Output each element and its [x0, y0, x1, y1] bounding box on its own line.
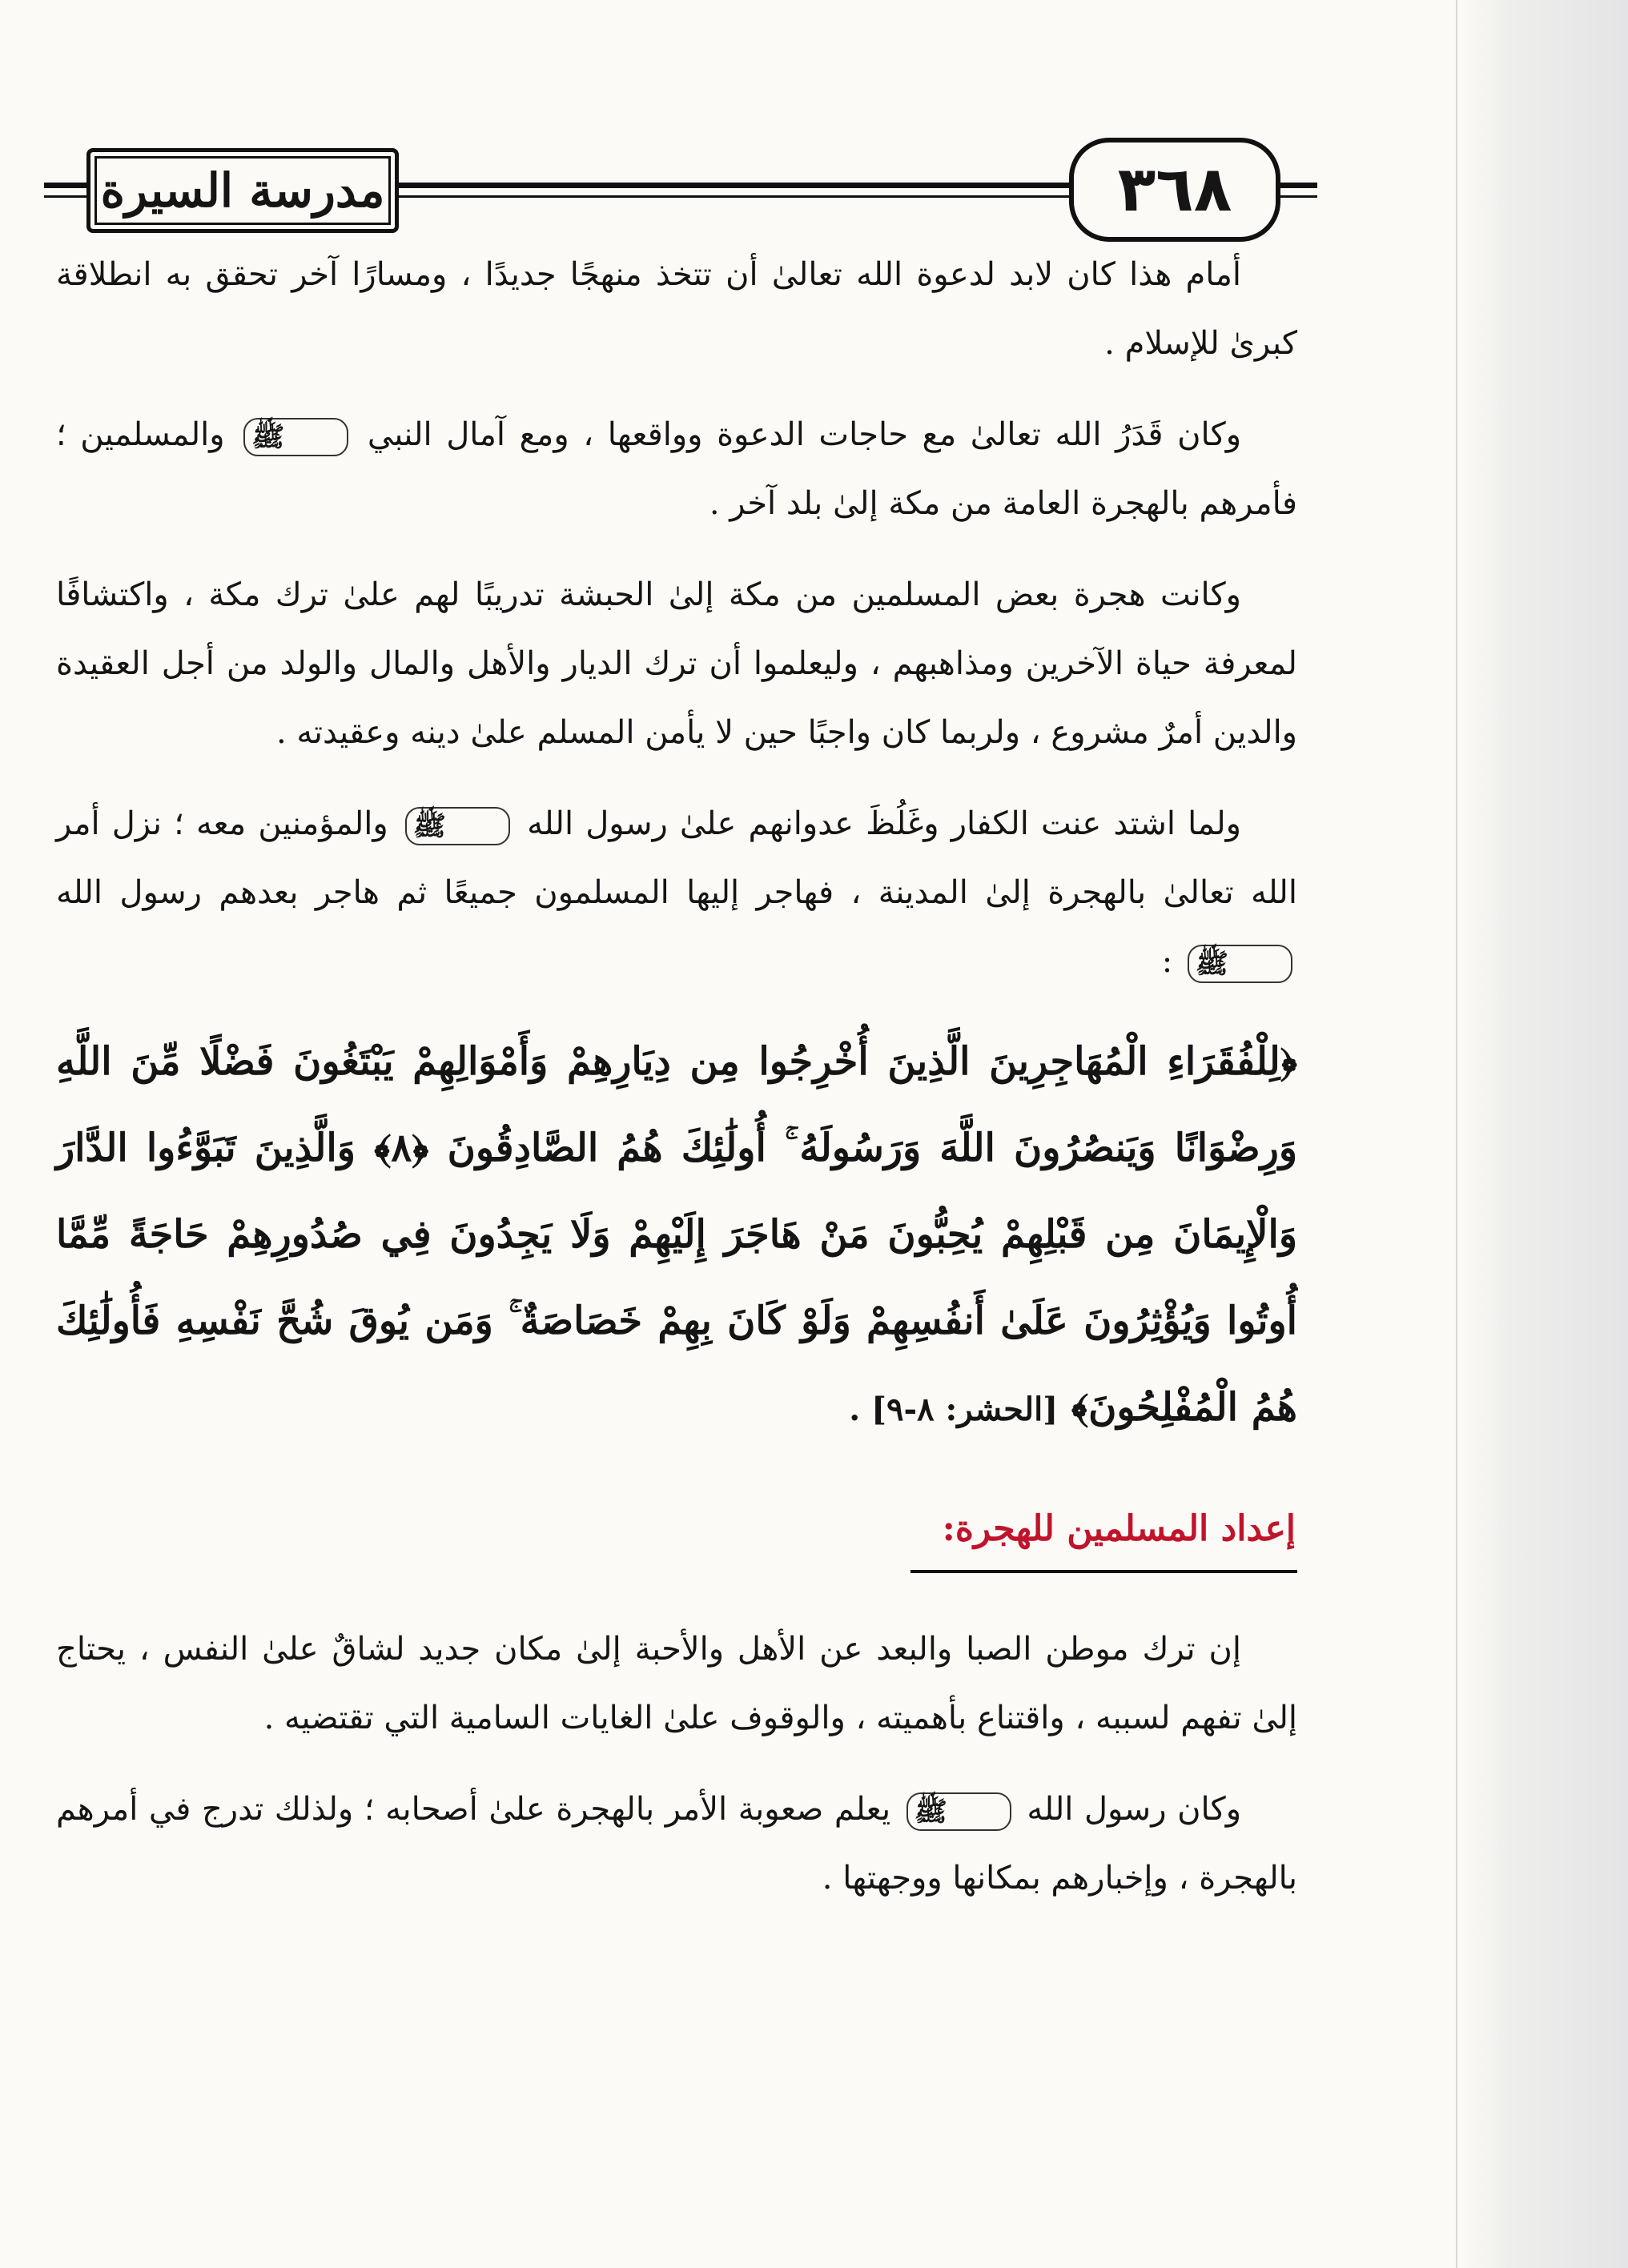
- paragraph-text: والمسلمين ؛ فأمرهم بالهجرة العامة من مكة إلىٰ بلد آخر .: [56, 416, 1297, 522]
- book-title: مدرسة السيرة: [100, 163, 385, 218]
- paragraph-3: [56, 560, 1297, 767]
- paragraph-6: [56, 1775, 1297, 1913]
- salawat-symbol: ﷺ: [243, 418, 348, 456]
- paragraph-1: [56, 240, 1297, 378]
- paragraph-text: يعلم صعوبة الأمر بالهجرة علىٰ أصحابه ؛ ولذلك تدرج في أمرهم بالهجرة ، وإخبارهم بمكانها ووجهتها .: [56, 1791, 1297, 1897]
- book-title-frame: [86, 148, 399, 233]
- paragraph-text: وكانت هجرة بعض المسلمين من مكة إلىٰ الحبشة تدريبًا لهم علىٰ ترك مكة ، واكتشافًا لمعرفة حياة الآخرين ومذاهبهم ، وليعلموا أن ترك الديار والأهل والمال والولد من أجل العقيدة والدين أمرٌ مشروع ، ولربما كان واجبًا حين لا يأمن المسلم علىٰ دينه وعقيدته .: [56, 576, 1297, 751]
- paragraph-text: والمؤمنين معه ؛ نزل أمر الله تعالىٰ بالهجرة إلىٰ المدينة ، فهاجر إليها المسلمون جميعًا ثم هاجر بعدهم رسول الله: [56, 805, 1297, 911]
- verse-reference: [الحشر: ٨-٩] .: [849, 1391, 1059, 1428]
- paragraph-text: إن ترك موطن الصبا والبعد عن الأهل والأحبة إلىٰ مكان جديد لشاقٌ علىٰ النفس ، يحتاج إلىٰ تفهم لسببه ، واقتناع بأهميته ، والوقوف علىٰ الغايات السامية التي تقتضيه .: [56, 1631, 1297, 1736]
- page-number: ٣٦٨: [1117, 154, 1232, 226]
- paragraph-5: [56, 1615, 1297, 1752]
- page-body: [56, 240, 1297, 1935]
- paragraph-text: أمام هذا كان لابد لدعوة الله تعالىٰ أن تتخذ منهجًا جديدًا ، ومسارًا آخر تحقق به انطلاقة كبرىٰ للإسلام .: [56, 256, 1297, 362]
- quran-verse: [56, 1018, 1297, 1453]
- paragraph-4: [56, 789, 1297, 996]
- page-number-frame: [1069, 138, 1280, 242]
- paragraph-text: وكان رسول الله: [1027, 1791, 1242, 1828]
- salawat-symbol: ﷺ: [906, 1792, 1011, 1831]
- page-edge-shadow: [1460, 0, 1628, 2268]
- page-edge-line: [1456, 0, 1457, 2268]
- paragraph-text: ولما اشتد عنت الكفار وغَلُظَ عدوانهم علىٰ رسول الله: [527, 805, 1242, 842]
- paragraph-2: [56, 400, 1297, 538]
- salawat-symbol: ﷺ: [405, 807, 510, 845]
- section-heading: إعداد المسلمين للهجرة:: [910, 1495, 1297, 1573]
- paragraph-text: وكان قَدَرُ الله تعالىٰ مع حاجات الدعوة وواقعها ، ومع آمال النبي: [367, 416, 1242, 453]
- verse-text: ﴿لِلْفُقَرَاءِ الْمُهَاجِرِينَ الَّذِينَ أُخْرِجُوا مِن دِيَارِهِمْ وَأَمْوَالِهِمْ يَبْتَغُونَ فَضْلًا مِّنَ اللَّهِ وَرِضْوَانًا وَيَنصُرُونَ اللَّهَ وَرَسُولَهُ ۚ أُولَٰئِكَ هُمُ الصَّادِقُونَ ﴿٨﴾ وَالَّذِينَ تَبَوَّءُوا الدَّارَ وَالْإِيمَانَ مِن قَبْلِهِمْ يُحِبُّونَ مَنْ هَاجَرَ إِلَيْهِمْ وَلَا يَجِدُونَ فِي صُدُورِهِمْ حَاجَةً مِّمَّا أُوتُوا وَيُؤْثِرُونَ عَلَىٰ أَنفُسِهِمْ وَلَوْ كَانَ بِهِمْ خَصَاصَةٌ ۚ وَمَن يُوقَ شُحَّ نَفْسِهِ فَأُولَٰئِكَ هُمُ الْمُفْلِحُونَ﴾: [56, 1039, 1298, 1430]
- salawat-symbol: ﷺ: [1188, 945, 1292, 983]
- section-heading-row: [56, 1487, 1297, 1615]
- paragraph-text: :: [1161, 943, 1173, 980]
